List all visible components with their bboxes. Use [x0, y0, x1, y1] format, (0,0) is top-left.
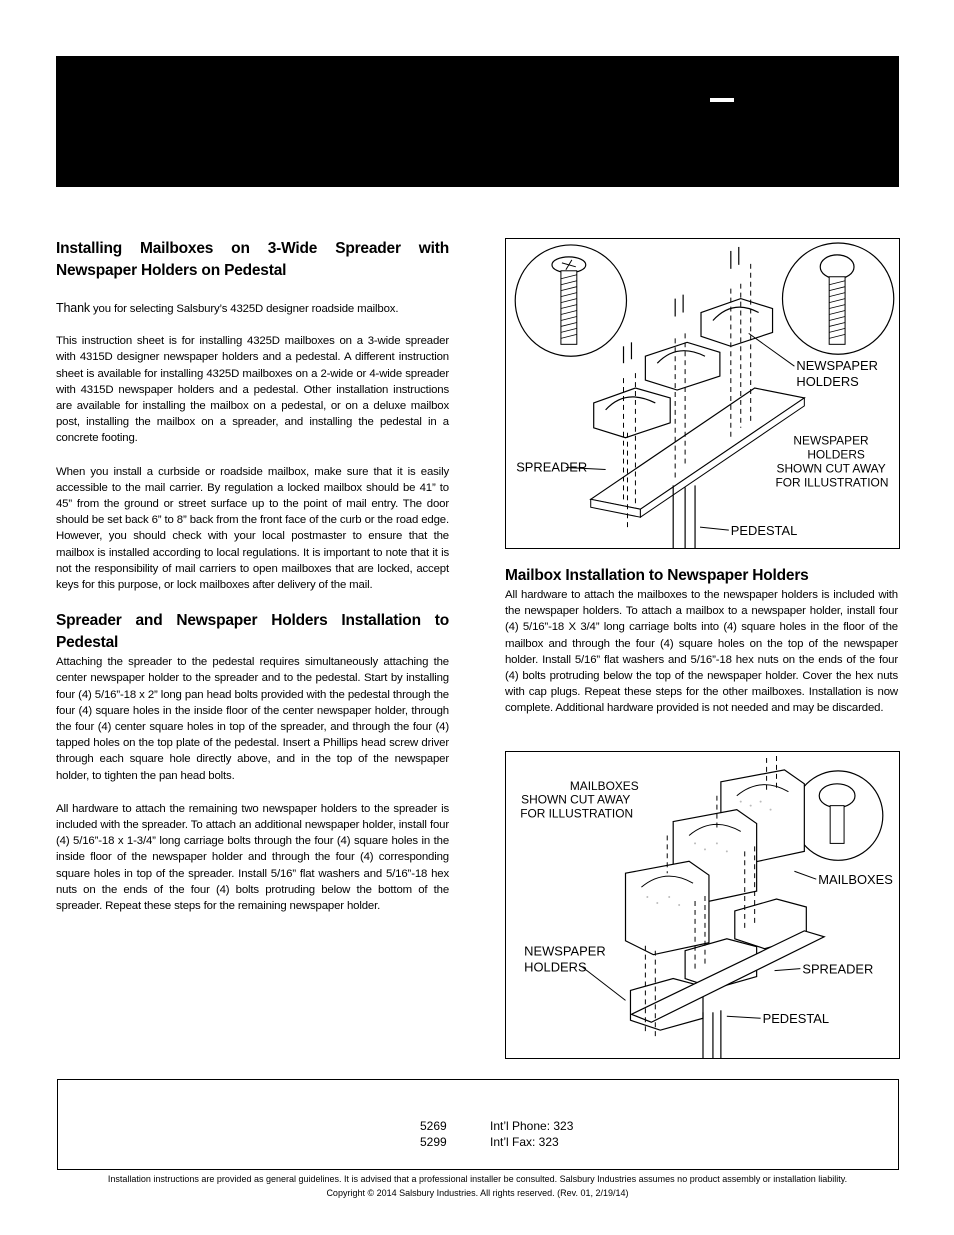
fig2-cutaway-line2: SHOWN CUT AWAY: [521, 792, 631, 807]
heading-installing-mailboxes: Installing Mailboxes on 3-Wide Spreader with Newspaper Holders on Pedestal: [56, 240, 449, 279]
thank-you-text: [56, 300, 449, 317]
fig2-label-newspaper: NEWSPAPER: [524, 943, 606, 959]
figure-mailbox-assembly: [505, 751, 900, 1059]
thank-rest: you for selecting Salsbury’s 4325D designer roadside mailbox.: [90, 303, 399, 315]
fig2-label-mailboxes: MAILBOXES: [818, 872, 893, 888]
fig1-label-pedestal: PEDESTAL: [730, 523, 798, 539]
fig1-cutaway-line3: SHOWN CUT AWAY: [776, 461, 886, 476]
fig1-cutaway-line1: NEWSPAPER: [793, 433, 869, 448]
right-column: [505, 565, 898, 717]
fax-row: [420, 1134, 573, 1150]
fax-code: 5299: [420, 1135, 447, 1149]
heading-mailbox-installation: Mailbox Installation to Newspaper Holders: [505, 567, 809, 584]
fig2-cutaway-line1: MAILBOXES: [569, 778, 639, 793]
intl-phone: Int’l Phone: 323: [490, 1119, 574, 1133]
phone-code: 5269: [420, 1119, 447, 1133]
fig1-label-spreader: SPREADER: [516, 459, 588, 475]
fig2-cutaway-line3: FOR ILLUSTRATION: [520, 806, 634, 821]
regulation-paragraph: When you install a curbside or roadside mailbox, make sure that it is easily accessible to the mail carrier. By regulation a locked mailbox should be 41” to 45” from the ground or street surface up to the point of mail entry. The door should be set back 6” to 8” back from the front face of the curb or the road edge. However, you should check with your local postmaster to ensure that the mailbox is installed according to local regulations. It is important to note that it is not the responsibility of mail carriers to open mailboxes that are locked, accept keys for this purpose, or lock mailboxes after delivery of the mail.: [56, 465, 449, 592]
fig2-label-pedestal: PEDESTAL: [762, 1011, 830, 1027]
fig1-cutaway-line4: FOR ILLUSTRATION: [775, 475, 889, 490]
disclaimer: [56, 1173, 899, 1200]
figure-spreader-assembly: [505, 238, 900, 549]
intro-paragraph: This instruction sheet is for installing 4325D mailboxes on a 3-wide spreader with 4315D designer newspaper holders and a pedestal. A different instruction sheet is available for installing 4325D mailboxes on a 2-wide or 4-wide spreader with 4315D newspaper holders and a pedestal. Other installation instructions are available for installing the mailbox on a pedestal, or on a deluxe mailbox post, installing the mailbox on a spreader, and installing the pedestal in a concrete footing.: [56, 335, 449, 445]
heading-spreader-installation: Spreader and Newspaper Holders Installation to Pedestal: [56, 612, 449, 652]
phone-row: [420, 1118, 573, 1134]
header-banner: [56, 56, 899, 187]
disclaimer-text: Installation instructions are provided as general guidelines. It is advised that a professional installer be consulted. Salsbury Industries assumes no product assembly or installation liability.: [107, 1174, 848, 1184]
fig1-label-newspaper: NEWSPAPER: [796, 358, 878, 374]
mailbox-paragraph: All hardware to attach the mailboxes to the newspaper holders is included with the newspaper holders. To attach a mailbox to a newspaper holder, install four (4) 5/16”-18 X 3/4” long carriage bolts into (4) square holes in the floor of the mailbox and through the four (4) square holes on the top of the newspaper holder. Install 5/16” flat washers and 5/16”-18 hex nuts on the ends of the four (4) bolts protruding below the top of the newspaper holder. Cover the hex nuts with cap plugs. Repeat these steps for the other mailboxes. Installation is now complete. Additional hardware provided is not needed and may be discarded.: [505, 589, 898, 715]
copyright-text: Copyright © 2014 Salsbury Industries. All rights reserved. (Rev. 01, 2/19/14): [326, 1187, 629, 1198]
spreader-assembly-diagram: [506, 239, 899, 548]
holders-paragraph: All hardware to attach the remaining two newspaper holders to the spreader is included with the spreader. To attach an additional newspaper holder, install four (4) 5/16”-18 x 1-3/4” long carriage bolts through the four (4) square holes in the inside floor of the newspaper holder and through the four (4) corresponding square holes in top of the spreader. Install 5/16” flat washers and 5/16”-18 hex nuts on the ends of the four (4) bolts protruding below the bottom of the spreader. Repeat these steps for the remaining newspaper holder.: [56, 802, 449, 913]
left-column: [56, 238, 449, 914]
banner-dash: [710, 98, 734, 102]
contact-info: [420, 1118, 573, 1150]
fig2-label-spreader: SPREADER: [802, 961, 874, 977]
thank-lead: Thank: [56, 301, 90, 315]
fig1-label-holders: HOLDERS: [796, 374, 859, 390]
contact-box: [57, 1079, 899, 1170]
fig1-cutaway-line2: HOLDERS: [807, 447, 865, 462]
fig2-label-holders: HOLDERS: [524, 959, 587, 975]
intl-fax: Int’l Fax: 323: [490, 1135, 559, 1149]
spreader-paragraph: Attaching the spreader to the pedestal requires simultaneously attaching the center newspaper holder to the spreader and to the pedestal. Start by installing four (4) 5/16”-18 x 2” long pan head bolts provided with the pedestal through the four (4) square holes in the inside floor of the center newspaper holder, through the four (4) center square holes in top of the spreader, and through the four (4) tapped holes on the top plate of the pedestal. Insert a Phillips head screw driver through each square hole directly above, and in the top of the newspaper holder, to tighten the pan head bolts.: [56, 656, 449, 782]
mailbox-assembly-diagram: [506, 752, 899, 1058]
